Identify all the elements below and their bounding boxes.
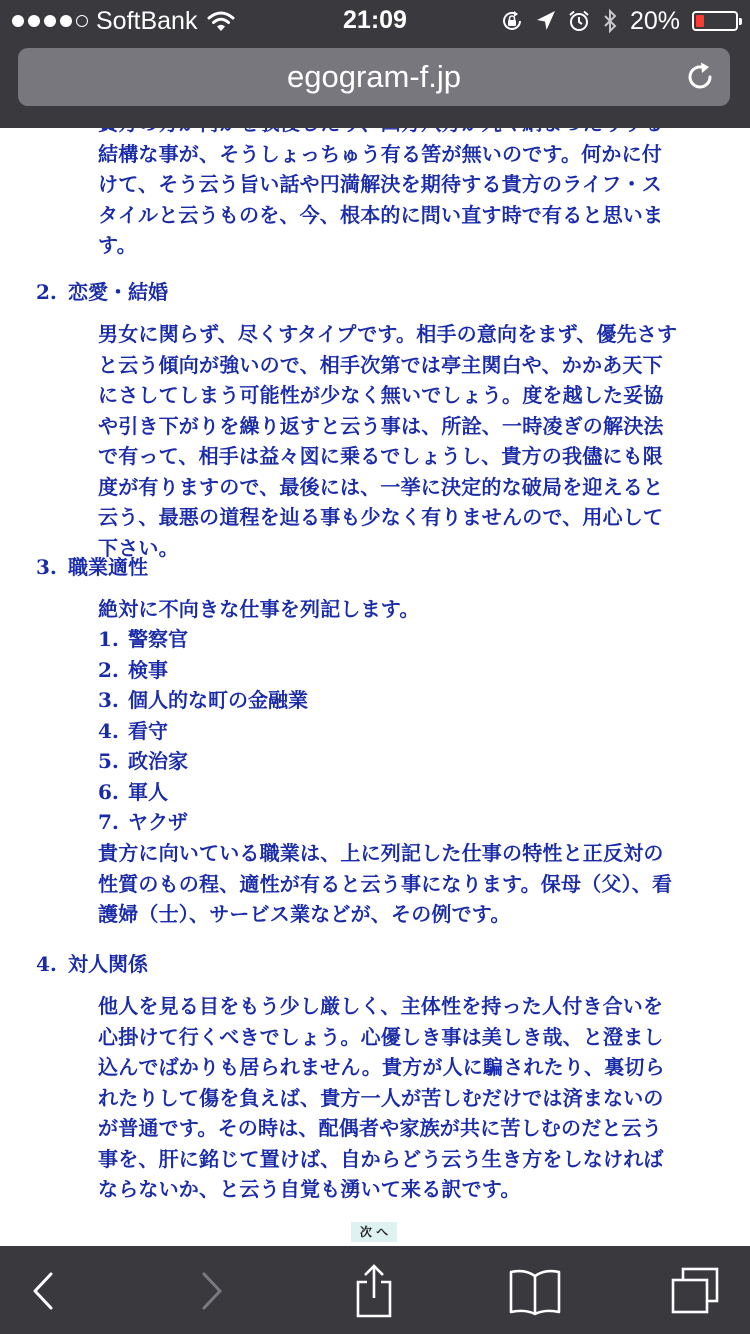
career-lead: 絶対に不向きな仕事を列記します。 [98, 597, 420, 621]
status-time: 21:09 [343, 6, 407, 34]
forward-button[interactable] [181, 1264, 241, 1318]
intro-paragraph: 結構な事が、そうしょっちゅう有る筈が無いのです。何かに付けて、そう云う旨い話や円満解決を期待する貴方のライフ・スタイルと云うものを、今、根本的に問い直す時で有ると思います。 [98, 141, 664, 257]
bookmarks-button[interactable] [505, 1264, 565, 1318]
tabs-button[interactable] [665, 1264, 725, 1318]
share-icon[interactable] [352, 1264, 396, 1318]
reload-icon[interactable] [684, 61, 716, 93]
section-heading-relationships [36, 949, 148, 979]
section-heading-career [36, 552, 148, 582]
share-button[interactable] [344, 1264, 404, 1318]
section-number: 4. [36, 952, 57, 976]
list-item: 1. 警察官 [98, 627, 188, 651]
forward-icon[interactable] [196, 1271, 226, 1311]
browser-toolbar [0, 1246, 750, 1334]
browser-top-bar [0, 0, 750, 128]
section-body-career: 貴方に向いている職業は、上に列記した仕事の特性と正反対の性質のもの程、適性が有ると云う事になります。保母（父）、看護婦（士）、サービス業などが、その例です。 [98, 841, 673, 926]
url-text[interactable]: egogram-f.jp [286, 59, 462, 94]
unsuitable-jobs-list [98, 624, 678, 838]
tabs-icon[interactable] [669, 1266, 721, 1316]
list-item: 6. 軍人 [98, 779, 168, 804]
status-bar [0, 0, 750, 40]
battery-icon [692, 11, 738, 31]
section-title: 恋愛・結婚 [68, 280, 168, 304]
section-body-romance: 男女に関らず、尽くすタイプです。相手の意向をまず、優先さすと云う傾向が強いので、相手次第では亭主関白や、かかあ天下にさしてしまう可能性が少なく無いでしょう。度を越した妥協や引き下がりを繰り返すと云う事は、所詮、一時凌ぎの解決法で有って、相手は益々図に乗るでしょうし、貴方の我儘にも限度が有りますので、最後には、一挙に決定的な破局を迎えると云う、最悪の道程を辿る事も少なく有りませんので、用心して下さい。 [98, 322, 678, 560]
orientation-lock-icon [500, 9, 524, 33]
list-item: 5. 政治家 [98, 749, 188, 773]
bookmarks-icon[interactable] [507, 1266, 563, 1316]
section-number: 2. [36, 280, 57, 304]
section-title: 対人関係 [68, 952, 148, 976]
list-item: 3. 個人的な町の金融業 [98, 688, 308, 712]
section-title: 職業適性 [68, 555, 148, 579]
list-item: 2. 検事 [98, 657, 168, 682]
carrier-name: SoftBank [96, 6, 198, 35]
battery-percent: 20% [629, 6, 680, 35]
back-button[interactable] [14, 1264, 74, 1318]
location-arrow-icon [536, 10, 556, 32]
list-item: 4. 看守 [98, 718, 168, 743]
next-page-button[interactable]: 次 へ [351, 1222, 397, 1242]
alarm-icon [568, 10, 590, 32]
bluetooth-icon [602, 9, 618, 33]
status-bar-right [500, 6, 738, 36]
battery-level-fill [696, 15, 704, 27]
list-item: 7. ヤクザ [98, 810, 188, 834]
page-content [0, 128, 750, 1246]
section-heading-romance [36, 277, 168, 307]
section-number: 3. [36, 555, 57, 579]
address-bar[interactable] [18, 48, 730, 106]
section-body-relationships: 他人を見る目をもう少し厳しく、主体性を持った人付き合いを心掛けて行くべきでしょう。心優しき事は美しき哉、と澄まし込んでばかりも居られません。貴方が人に騙されたり、裏切られたりして傷を負えば、貴方一人が苦しむだけでは済まないのが普通です。その時は、配偶者や家族が共に苦しむのだと云う事を、肝に銘じて置けば、自からどう云う生き方をしなければならないか、と云う自覚も湧いて来る訳です。 [98, 994, 665, 1201]
back-icon[interactable] [29, 1271, 59, 1311]
